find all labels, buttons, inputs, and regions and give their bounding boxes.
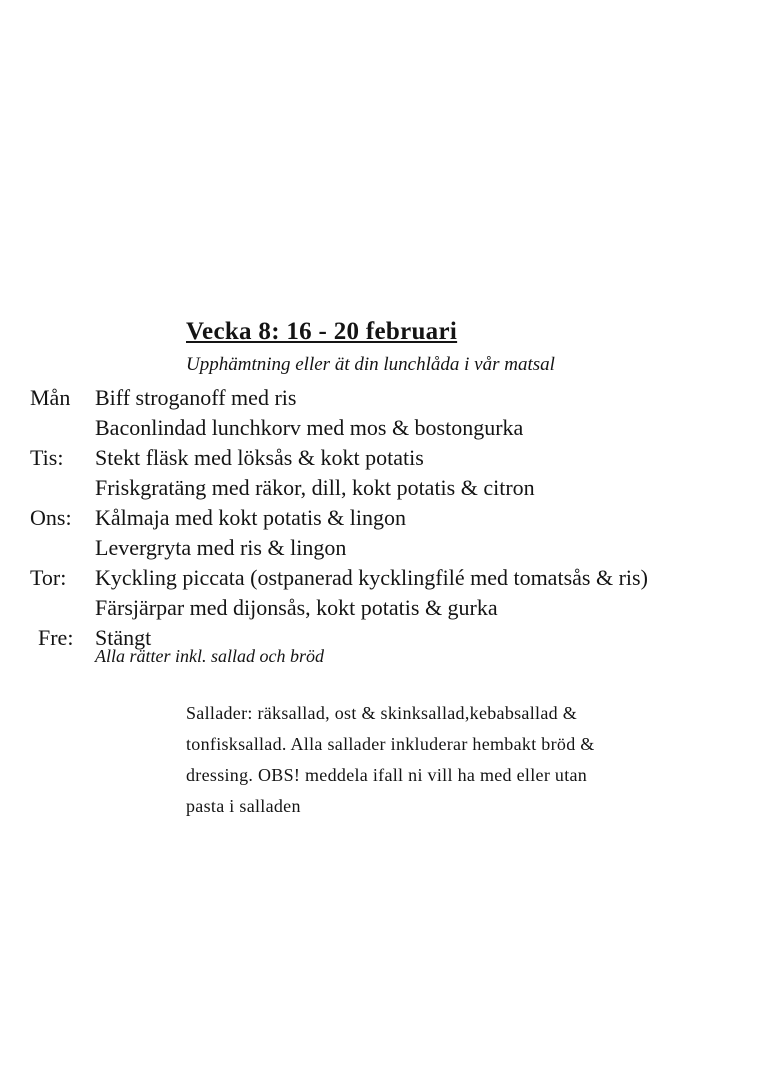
menu-note: Alla rätter inkl. sallad och bröd <box>95 646 324 666</box>
page-title: Vecka 8: 16 - 20 februari <box>186 318 458 345</box>
salads-line-2: tonfisksallad. Alla sallader inkluderar hembakt bröd & <box>186 734 595 754</box>
day-label-spacer <box>30 473 95 503</box>
menu-row-tuesday-2 <box>30 473 648 503</box>
dish-text: Färsjärpar med dijonsås, kokt potatis & gurka <box>95 595 498 620</box>
day-label-spacer <box>30 593 95 623</box>
salads-line-3: dressing. OBS! meddela ifall ni vill ha med eller utan <box>186 765 588 785</box>
page-subtitle: Upphämtning eller ät din lunchlåda i vår matsal <box>186 354 555 375</box>
day-label-spacer <box>30 533 95 563</box>
menu-row-wednesday-2 <box>30 533 648 563</box>
day-label-thursday: Tor: <box>30 565 67 590</box>
day-label-spacer <box>30 413 95 443</box>
menu-row-monday-2 <box>30 413 648 443</box>
dish-text: Stekt fläsk med löksås & kokt potatis <box>95 445 424 470</box>
dish-text: Kyckling piccata (ostpanerad kycklingfilé med tomatsås & ris) <box>95 565 648 590</box>
dish-text: Friskgratäng med räkor, dill, kokt potatis & citron <box>95 475 535 500</box>
menu-row-wednesday <box>30 503 648 533</box>
salads-paragraph <box>186 698 595 822</box>
day-label-wednesday: Ons: <box>30 505 72 530</box>
menu-row-thursday-2 <box>30 593 648 623</box>
dish-text: Baconlindad lunchkorv med mos & bostongurka <box>95 415 524 440</box>
dish-text: Biff stroganoff med ris <box>95 385 297 410</box>
day-label-friday: Fre: <box>38 625 74 650</box>
dish-text: Stängt <box>95 625 152 650</box>
menu-row-monday <box>30 383 648 413</box>
dish-text: Kålmaja med kokt potatis & lingon <box>95 505 407 530</box>
weekly-menu-list <box>30 383 648 653</box>
salads-line-4: pasta i salladen <box>186 796 301 816</box>
day-label-monday: Mån <box>30 385 71 410</box>
salads-line-1: Sallader: räksallad, ost & skinksallad,kebabsallad & <box>186 703 578 723</box>
menu-row-tuesday <box>30 443 648 473</box>
dish-text: Levergryta med ris & lingon <box>95 535 347 560</box>
menu-row-thursday <box>30 563 648 593</box>
day-label-tuesday: Tis: <box>30 445 64 470</box>
